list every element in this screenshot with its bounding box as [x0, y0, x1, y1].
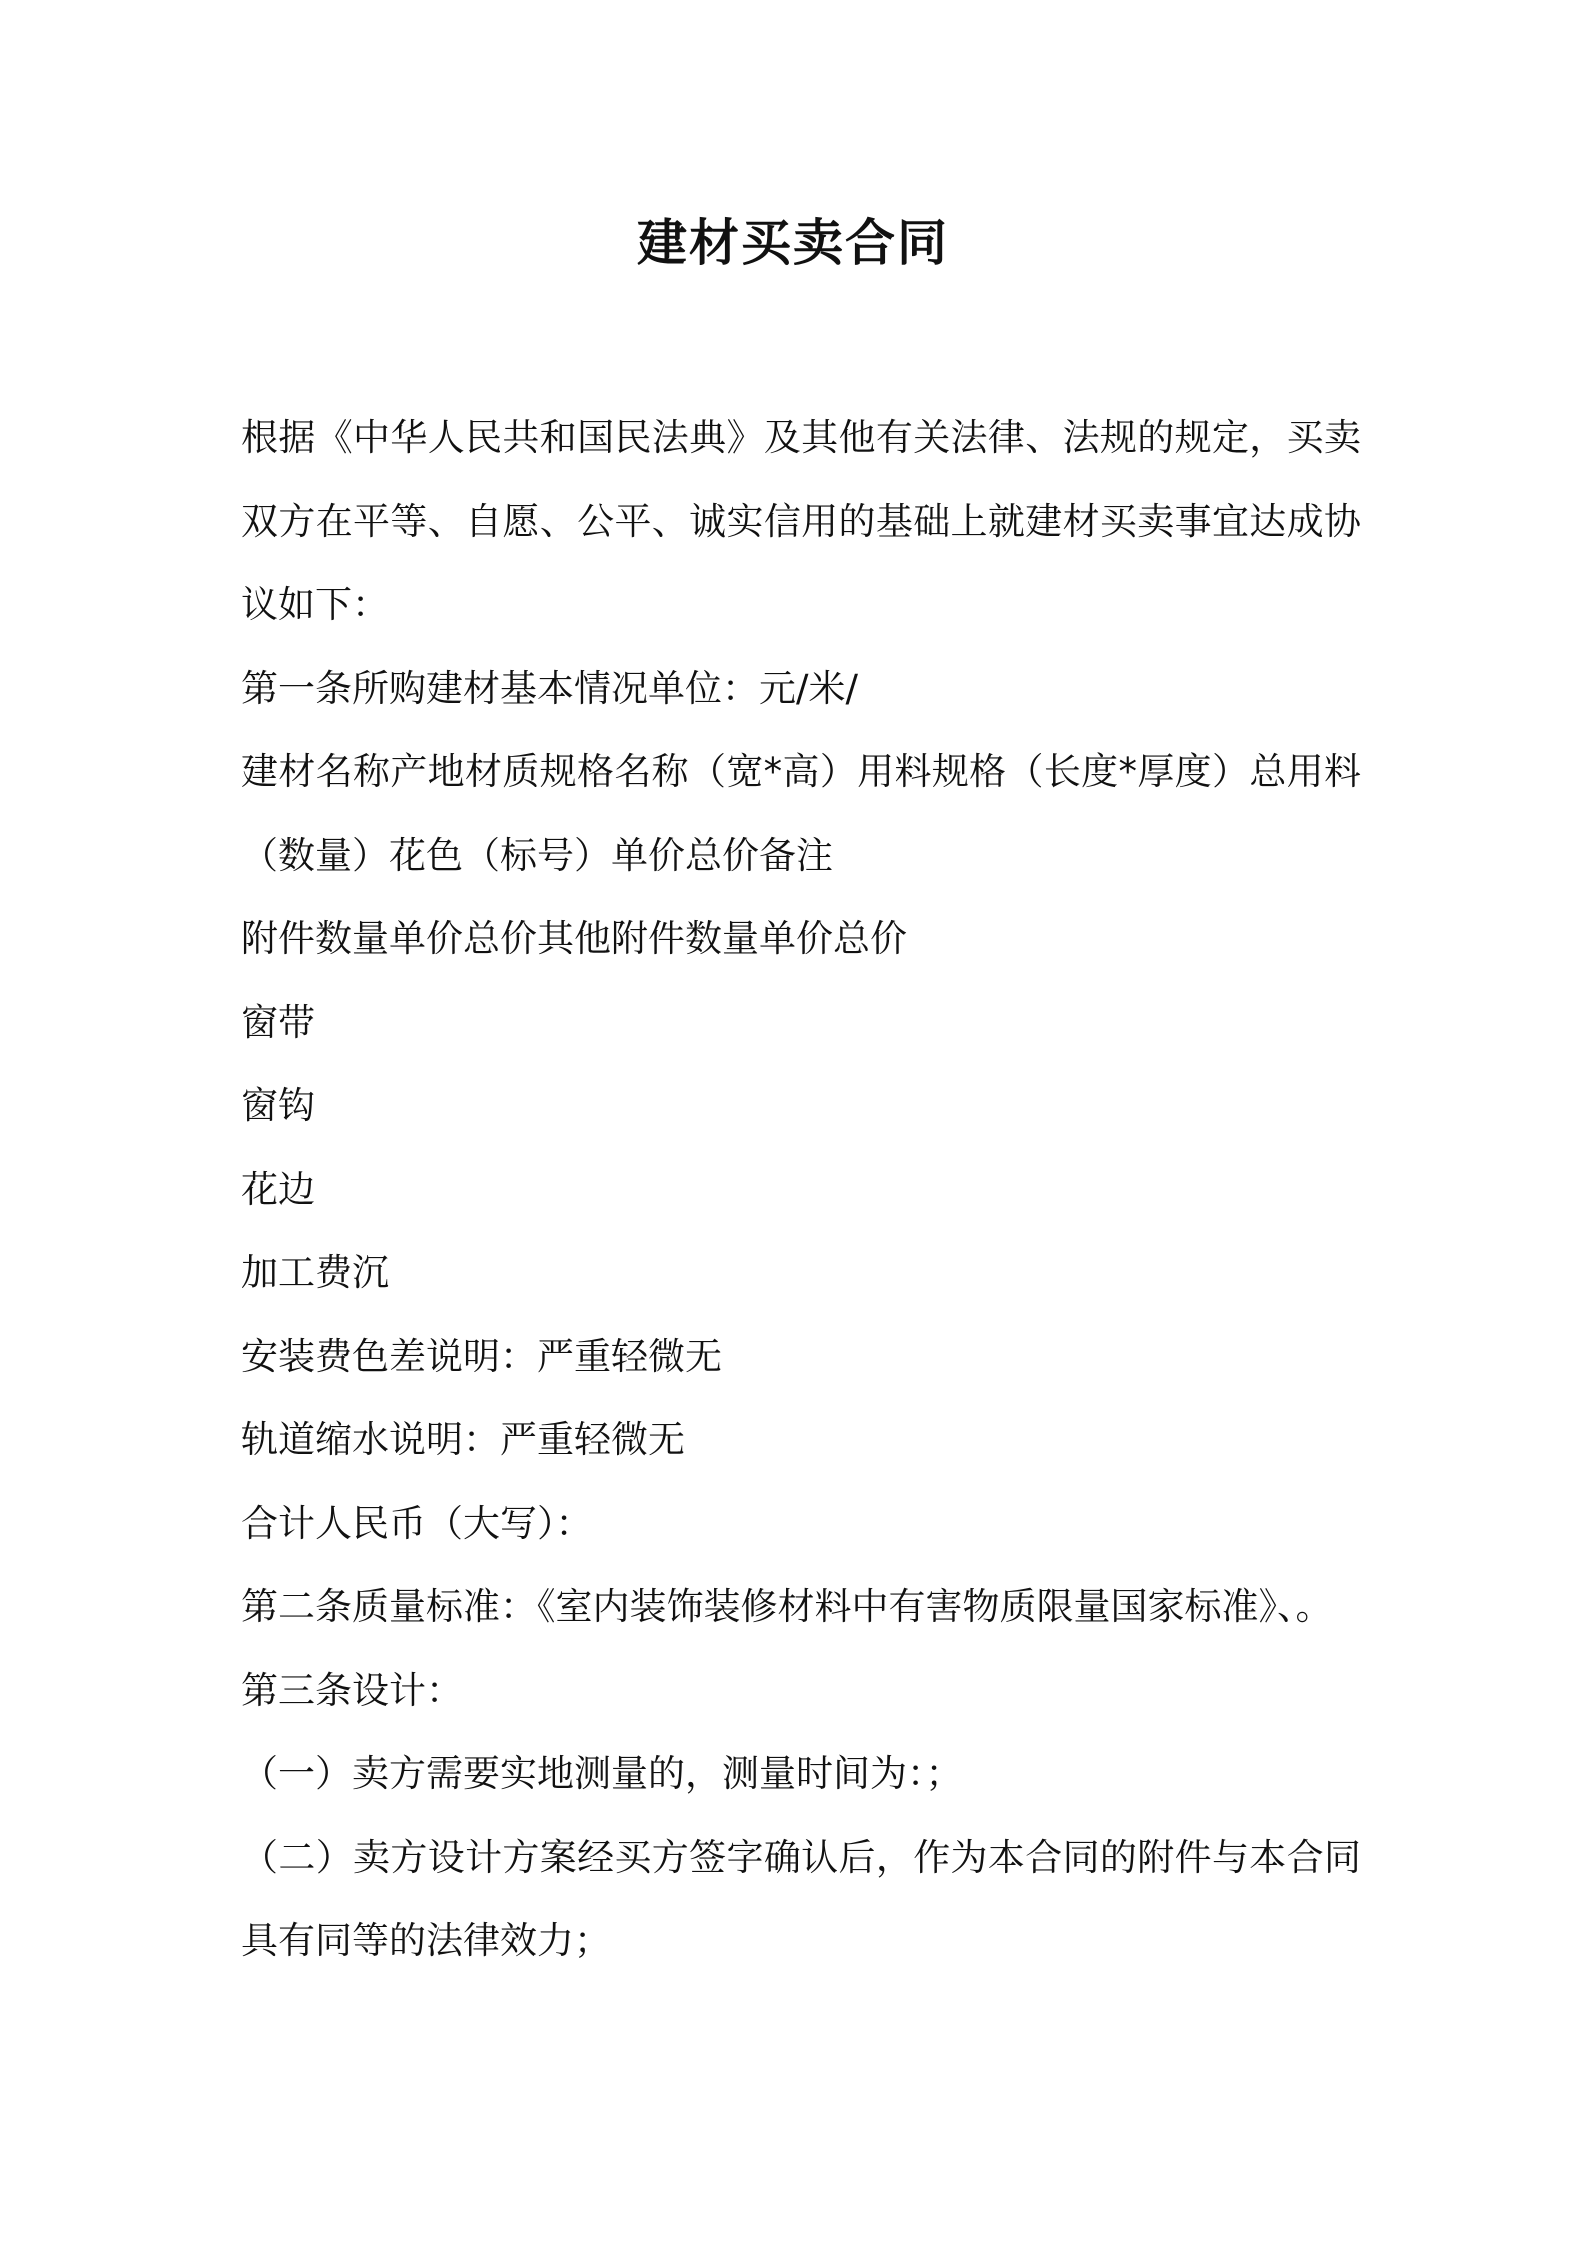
article-3-item-1: （一）卖方需要实地测量的，测量时间为：；: [241, 1752, 963, 1795]
article-3-heading: 第三条设计：: [241, 1668, 463, 1712]
track-shrinkage-line: 轨道缩水说明：严重轻微无: [241, 1418, 685, 1461]
article-1-heading: 第一条所购建材基本情况单位：元/米/: [241, 666, 858, 710]
article-2-quality: 第二条质量标准：《室内装饰装修材料中有害物质限量国家标准》、。: [241, 1585, 1333, 1628]
item-window-band: 窗带: [241, 1000, 315, 1044]
item-processing-fee: 加工费沉: [241, 1251, 389, 1294]
material-columns-line: 建材名称产地材质规格名称（宽*高）用料规格（长度*厚度）总用料（数量）花色（标号）单价总价备注: [241, 750, 1361, 877]
item-window-hook: 窗钩: [241, 1084, 315, 1127]
article-3-item-2: （二）卖方设计方案经买方签字确认后，作为本合同的附件与本合同具有同等的法律效力；: [241, 1835, 1361, 1962]
item-lace-trim: 花边: [241, 1167, 315, 1211]
document-title: 建材买卖合同: [637, 214, 949, 272]
document-body: [241, 396, 1361, 1983]
total-rmb-line: 合计人民币（大写）：: [241, 1501, 593, 1545]
intro-paragraph: 根据《中华人民共和国民法典》及其他有关法律、法规的规定，买卖双方在平等、自愿、公平、诚实信用的基础上就建材买卖事宜达成协议如下：: [241, 416, 1361, 626]
installation-fee-line: 安装费色差说明：严重轻微无: [241, 1334, 722, 1378]
accessory-columns-line: 附件数量单价总价其他附件数量单价总价: [241, 917, 907, 960]
